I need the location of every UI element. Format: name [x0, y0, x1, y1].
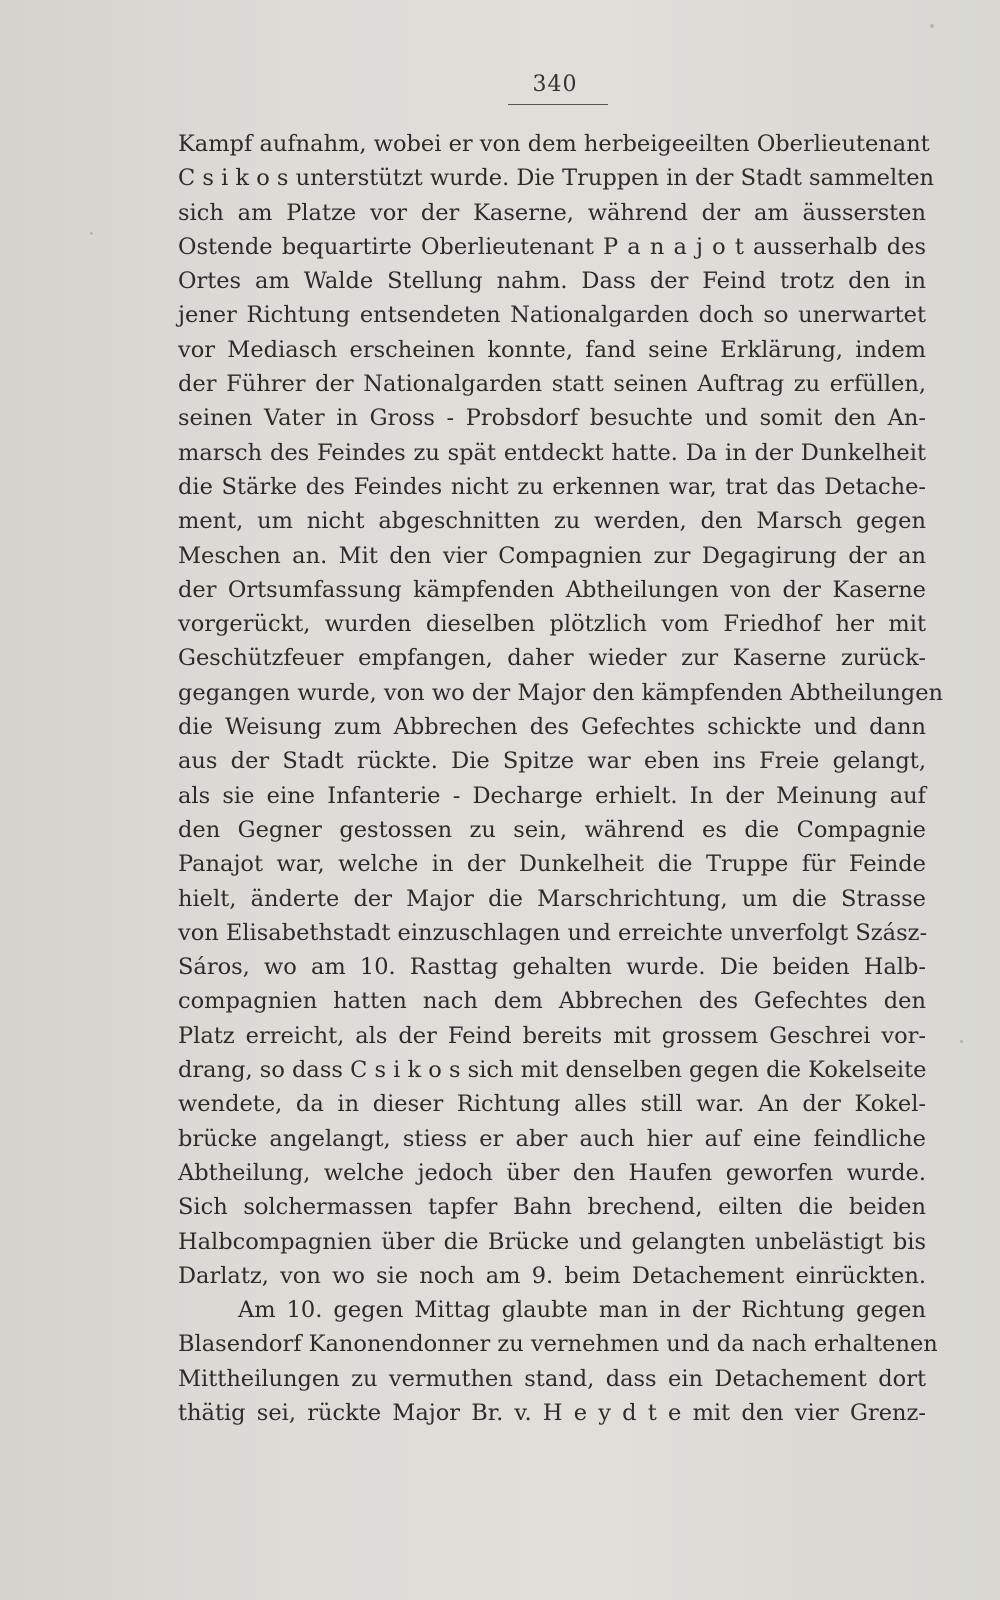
- paper-speck: [960, 1040, 963, 1043]
- text-line: der Führer der Nationalgarden statt seinen Auftrag zu erfüllen,: [178, 371, 926, 398]
- page-number-rule: [508, 104, 608, 105]
- text-line: Geschützfeuer empfangen, daher wieder zur Kaserne zurück-: [178, 645, 926, 672]
- text-line: Meschen an. Mit den vier Compagnien zur Degagirung der an: [178, 542, 926, 569]
- text-line: brücke angelangt, stiess er aber auch hier auf eine feindliche: [178, 1125, 926, 1152]
- text-line: vor Mediasch erscheinen konnte, fand seine Erklärung, indem: [178, 336, 926, 363]
- text-line: als sie eine Infanterie - Decharge erhielt. In der Meinung auf: [178, 782, 926, 809]
- text-line: der Ortsumfassung kämpfenden Abtheilungen von der Kaserne: [178, 576, 926, 603]
- paper-speck: [930, 24, 934, 28]
- body-text: [178, 127, 944, 1430]
- text-line: Ortes am Walde Stellung nahm. Dass der Feind trotz den in: [178, 268, 926, 295]
- text-line: Blasendorf Kanonendonner zu vernehmen und da nach erhaltenen: [178, 1331, 938, 1358]
- text-line: Halbcompagnien über die Brücke und gelangten unbelästigt bis: [178, 1228, 926, 1255]
- text-line: Ostende bequartirte Oberlieutenant P a n a j o t ausserhalb des: [178, 233, 926, 260]
- text-line: Sáros, wo am 10. Rasttag gehalten wurde. Die beiden Halb-: [178, 954, 926, 981]
- text-line: Sich solchermassen tapfer Bahn brechend, eilten die beiden: [178, 1194, 926, 1221]
- text-line: Darlatz, von wo sie noch am 9. beim Detachement einrückten.: [178, 1262, 926, 1289]
- text-line: gegangen wurde, von wo der Major den kämpfenden Abtheilungen: [178, 679, 944, 706]
- text-line: hielt, änderte der Major die Marschrichtung, um die Strasse: [178, 885, 926, 912]
- text-line: Panajot war, welche in der Dunkelheit die Truppe für Feinde: [178, 851, 926, 878]
- text-line: drang, so dass C s i k o s sich mit denselben gegen die Kokelseite: [178, 1057, 927, 1084]
- text-line: Mittheilungen zu vermuthen stand, dass ein Detachement dort: [178, 1365, 926, 1392]
- text-line: die Stärke des Feindes nicht zu erkennen war, trat das Detache-: [178, 473, 926, 500]
- text-line: C s i k o s unterstützt wurde. Die Truppen in der Stadt sammelten: [178, 165, 935, 192]
- text-line: Abtheilung, welche jedoch über den Haufen geworfen wurde.: [178, 1159, 926, 1186]
- page-number: 340: [532, 72, 578, 97]
- text-line: seinen Vater in Gross - Probsdorf besuchte und somit den An-: [178, 405, 926, 432]
- text-line: den Gegner gestossen zu sein, während es die Compagnie: [178, 816, 926, 843]
- text-line: thätig sei, rückte Major Br. v. H e y d t e mit den vier Grenz-: [178, 1399, 926, 1426]
- text-line: ment, um nicht abgeschnitten zu werden, den Marsch gegen: [178, 508, 926, 535]
- text-line: Am 10. gegen Mittag glaubte man in der Richtung gegen: [238, 1297, 926, 1324]
- text-line: die Weisung zum Abbrechen des Gefechtes schickte und dann: [178, 714, 926, 741]
- text-line: von Elisabethstadt einzuschlagen und erreichte unverfolgt Szász-: [178, 919, 928, 946]
- text-line: marsch des Feindes zu spät entdeckt hatte. Da in der Dunkelheit: [178, 439, 926, 466]
- text-line: jener Richtung entsendeten Nationalgarden doch so unerwartet: [178, 302, 926, 329]
- text-line: sich am Platze vor der Kaserne, während der am äussersten: [178, 199, 926, 226]
- paper-speck: [90, 232, 93, 235]
- text-line: Platz erreicht, als der Feind bereits mit grossem Geschrei vor-: [178, 1022, 926, 1049]
- text-line: wendete, da in dieser Richtung alles still war. An der Kokel-: [178, 1091, 926, 1118]
- text-line: compagnien hatten nach dem Abbrechen des Gefechtes den: [178, 988, 926, 1015]
- text-line: aus der Stadt rückte. Die Spitze war eben ins Freie gelangt,: [178, 748, 926, 775]
- text-line: Kampf aufnahm, wobei er von dem herbeigeeilten Oberlieutenant: [178, 131, 930, 157]
- text-line: vorgerückt, wurden dieselben plötzlich vom Friedhof her mit: [178, 611, 926, 638]
